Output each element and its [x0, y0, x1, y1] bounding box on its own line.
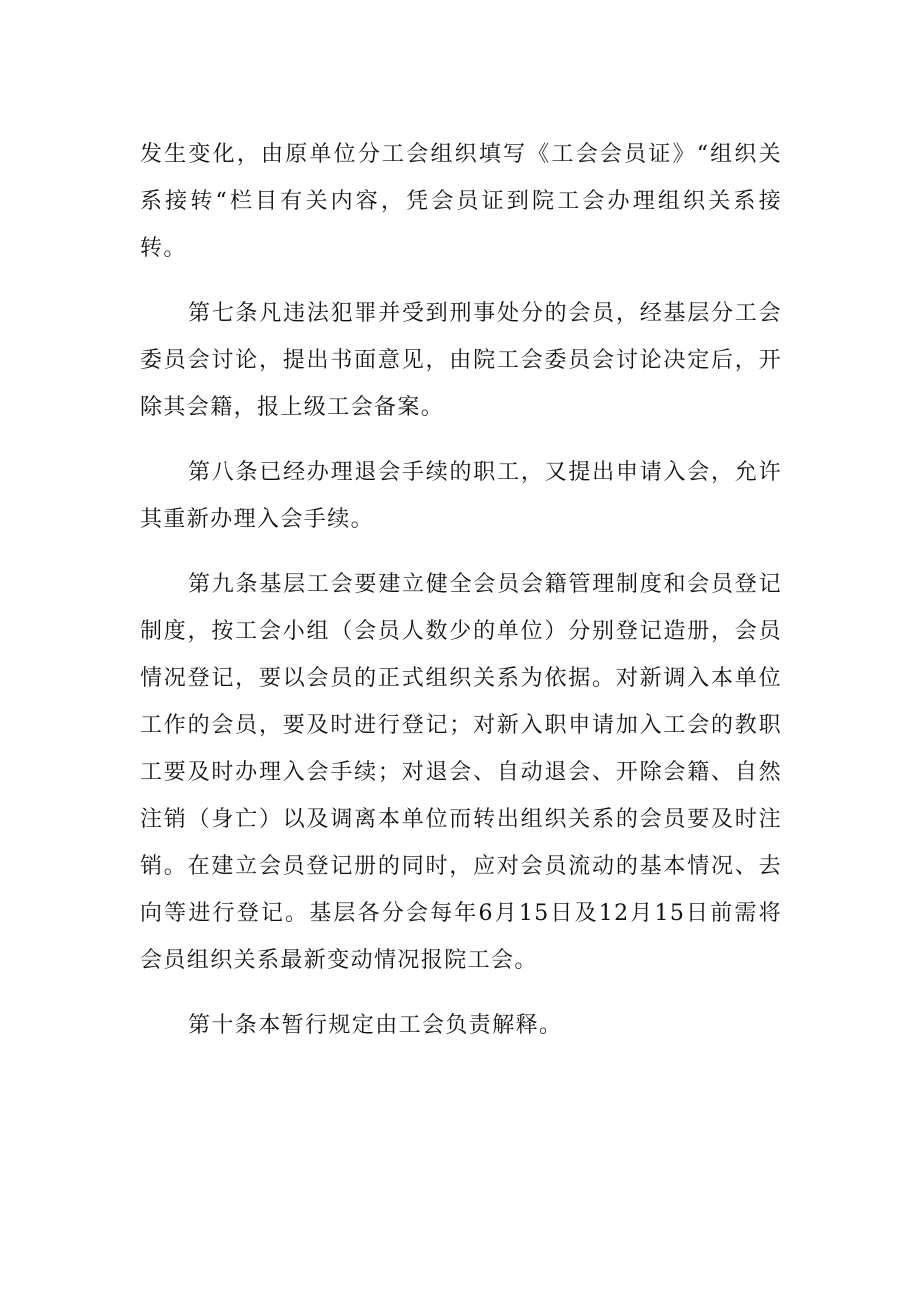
- paragraph-article-9: 第九条基层工会要建立健全会员会籍管理制度和会员登记制度，按工会小组（会员人数少的单位）分别登记造册，会员情况登记，要以会员的正式组织关系为依据。对新调入本单位工作的会员，要及时进行登记；对新入职申请加入工会的教职工要及时办理入会手续；对退会、自动退会、开除会籍、自然注销（身亡）以及调离本单位而转出组织关系的会员要及时注销。在建立会员登记册的同时，应对会员流动的基本情况、去向等进行登记。基层各分会每年6月15日及12月15日前需将会员组织关系最新变动情况报院工会。: [140, 572, 782, 973]
- document-body: [140, 131, 782, 1067]
- paragraph-continued-text: 发生变化，由原单位分工会组织填写《工会会员证》“组织关系接转“栏目有关内容，凭会员证到院工会办理组织关系接转。: [140, 142, 782, 261]
- paragraph-article-7: 第七条凡违法犯罪并受到刑事处分的会员，经基层分工会委员会讨论，提出书面意见，由院工会委员会讨论决定后，开除其会籍，报上级工会备案。: [140, 301, 782, 420]
- paragraph-article-8: 第八条已经办理退会手续的职工，又提出申请入会，允许其重新办理入会手续。: [140, 460, 782, 532]
- paragraph-article-10: 第十条本暂行规定由工会负责解释。: [188, 1013, 563, 1038]
